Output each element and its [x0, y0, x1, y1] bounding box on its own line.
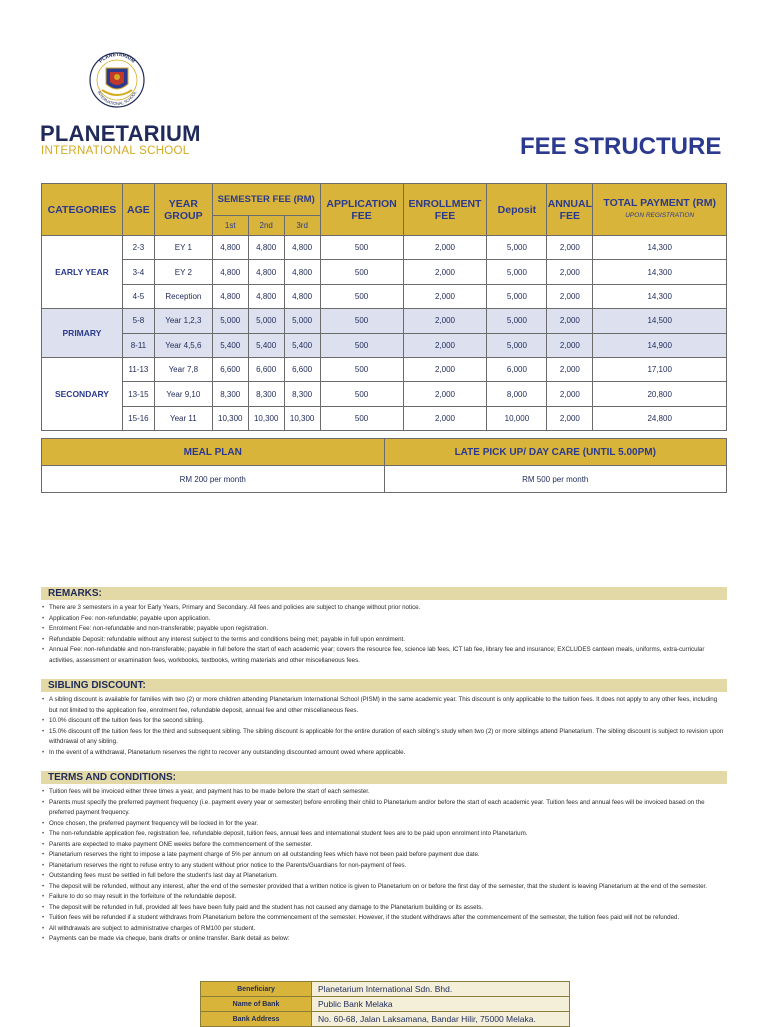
remarks-list	[41, 603, 727, 666]
cell-deposit: 5,000	[487, 333, 547, 357]
meal-daycare-table	[41, 438, 727, 493]
fee-row	[42, 260, 727, 284]
cell-deposit: 5,000	[487, 236, 547, 260]
cell-app: 500	[320, 406, 403, 430]
cell-deposit: 5,000	[487, 260, 547, 284]
cell-annual: 2,000	[547, 357, 593, 381]
cell-s3: 6,600	[284, 357, 320, 381]
cell-group: EY 2	[154, 260, 212, 284]
list-item: • The non-refundable application fee, registration fee, refundable deposit, tuition fees, annual fees and international student fees are to be paid upon enrolment into Planetarium.	[49, 829, 727, 840]
cell-annual: 2,000	[547, 284, 593, 308]
cell-s1: 6,600	[212, 357, 248, 381]
bank-name-label: Name of Bank	[201, 997, 312, 1012]
bank-name-value: Public Bank Melaka	[312, 997, 570, 1012]
cell-enrol: 2,000	[403, 309, 487, 333]
cell-age: 8-11	[122, 333, 154, 357]
fee-row	[42, 309, 727, 333]
meal-plan-header: MEAL PLAN	[42, 439, 385, 466]
header-annual-fee: ANNUAL FEE	[547, 184, 593, 236]
remarks-title: REMARKS:	[41, 587, 727, 600]
cell-enrol: 2,000	[403, 333, 487, 357]
list-item: • There are 3 semesters in a year for Early Years, Primary and Secondary. All fees and policies are subject to change without prior notice.	[49, 603, 727, 614]
cell-s3: 8,300	[284, 382, 320, 406]
cell-app: 500	[320, 260, 403, 284]
cell-total: 14,300	[593, 236, 727, 260]
cell-total: 14,500	[593, 309, 727, 333]
list-item: • Payments can be made via cheque, bank drafts or online transfer. Bank detail as below:	[49, 934, 727, 945]
header-application-fee: APPLICATION FEE	[320, 184, 403, 236]
cell-s2: 4,800	[248, 284, 284, 308]
list-item: • All withdrawals are subject to administrative charges of RM100 per student.	[49, 924, 727, 935]
day-care-price: RM 500 per month	[384, 466, 727, 493]
cell-s1: 5,400	[212, 333, 248, 357]
header-enrollment-fee: ENROLLMENT FEE	[403, 184, 487, 236]
list-item: • 10.0% discount off the tuition fees for the second sibling.	[49, 716, 727, 727]
list-item: • Enrolment Fee: non-refundable and non-transferable; payable upon registration.	[49, 624, 727, 635]
cell-annual: 2,000	[547, 260, 593, 284]
list-item: • Failure to do so may result in the forfeiture of the refundable deposit.	[49, 892, 727, 903]
terms-title: TERMS AND CONDITIONS:	[41, 771, 727, 784]
cell-group: Year 11	[154, 406, 212, 430]
list-item: • Outstanding fees must be settled in full before the student's last day at Planetarium.	[49, 871, 727, 882]
category-secondary: SECONDARY	[42, 357, 123, 430]
cell-deposit: 8,000	[487, 382, 547, 406]
cell-age: 5-8	[122, 309, 154, 333]
cell-s1: 5,000	[212, 309, 248, 333]
list-item: • Annual Fee: non-refundable and non-transferable; payable in full before the start of each academic year; covers the resource fee, science lab fees, ICT lab fee, library fee and insurance; EXCLUDES canteen meals, uniforms, extra-curricular activities, assessment or examination fees, workbooks, textbooks, writing materials and other miscellaneous fees.	[49, 645, 727, 666]
cell-s1: 8,300	[212, 382, 248, 406]
cell-enrol: 2,000	[403, 284, 487, 308]
cell-age: 11-13	[122, 357, 154, 381]
fee-row	[42, 406, 727, 430]
list-item: • Planetarium reserves the right to refuse entry to any student without prior notice to the Parents/Guardians for non-payment of fees.	[49, 861, 727, 872]
list-item: • Tuition fees will be invoiced either three times a year, and payment has to be made before the start of each semester.	[49, 787, 727, 798]
cell-s2: 5,400	[248, 333, 284, 357]
cell-app: 500	[320, 284, 403, 308]
list-item: • 15.0% discount off the tuition fees for the third and subsequent sibling. The sibling discount is applicable for the entire duration of each sibling's study when two (2) or more siblings attend Planetarium. The sibling discount is subject to revision upon withdrawal of any sibling.	[49, 727, 727, 748]
cell-enrol: 2,000	[403, 236, 487, 260]
header-sem-2nd: 2nd	[248, 216, 284, 236]
cell-total: 14,300	[593, 260, 727, 284]
cell-total: 24,800	[593, 406, 727, 430]
school-crest-logo	[88, 44, 146, 116]
fee-row	[42, 333, 727, 357]
cell-age: 15-16	[122, 406, 154, 430]
fee-row	[42, 382, 727, 406]
cell-s2: 4,800	[248, 260, 284, 284]
beneficiary-value: Planetarium International Sdn. Bhd.	[312, 982, 570, 997]
list-item: • A sibling discount is available for families with two (2) or more children attending Planetarium International School (PISM) in the same academic year. This discount is only applicable to the tuition fees. It does not apply to any other fees, including but not limited to the application fee, enrolment fee, refundable deposit, annual fee and other miscellaneous fees.	[49, 695, 727, 716]
cell-group: Year 9,10	[154, 382, 212, 406]
bank-address-label: Bank Address	[201, 1012, 312, 1027]
cell-app: 500	[320, 357, 403, 381]
list-item: • Once chosen, the preferred payment frequency will be locked in for the year.	[49, 819, 727, 830]
cell-group: Year 7,8	[154, 357, 212, 381]
cell-group: Year 1,2,3	[154, 309, 212, 333]
cell-s1: 4,800	[212, 236, 248, 260]
header-total-payment	[593, 184, 727, 236]
header-sem-1st: 1st	[212, 216, 248, 236]
list-item: • Planetarium reserves the right to impose a late payment charge of 5% per annum on all outstanding fees which have not been paid before payment due date.	[49, 850, 727, 861]
list-item: • The deposit will be refunded, without any interest, after the end of the semester provided that a written notice is given to Planetarium on or before the first day of the semester, that the student is leaving Planetarium at the end of the semester.	[49, 882, 727, 893]
list-item: • The deposit will be refunded in full, provided all fees have been fully paid and the student has not caused any damage to the Planetarium building or its assets.	[49, 903, 727, 914]
beneficiary-label: Beneficiary	[201, 982, 312, 997]
list-item: • Application Fee: non-refundable; payable upon application.	[49, 614, 727, 625]
cell-enrol: 2,000	[403, 406, 487, 430]
day-care-header: LATE PICK UP/ DAY CARE (UNTIL 5.00PM)	[384, 439, 727, 466]
cell-group: EY 1	[154, 236, 212, 260]
cell-s1: 10,300	[212, 406, 248, 430]
cell-app: 500	[320, 333, 403, 357]
header-age: AGE	[122, 184, 154, 236]
cell-enrol: 2,000	[403, 357, 487, 381]
list-item: • Refundable Deposit: refundable without any interest subject to the terms and conditions being met; payable in full upon enrolment.	[49, 635, 727, 646]
cell-s3: 4,800	[284, 284, 320, 308]
list-item: • In the event of a withdrawal, Planetarium reserves the right to recover any outstanding discounted amount owed where applicable.	[49, 748, 727, 759]
fee-row	[42, 236, 727, 260]
list-item: • Tuition fees will be refunded if a student withdraws from Planetarium before the commencement of the semester. However, if the student withdraws after the commencement of the semester, the tuition fees paid will not be refunded.	[49, 913, 727, 924]
cell-s2: 6,600	[248, 357, 284, 381]
cell-total: 17,100	[593, 357, 727, 381]
cell-age: 4-5	[122, 284, 154, 308]
page-title: FEE STRUCTURE	[520, 133, 722, 160]
cell-deposit: 5,000	[487, 284, 547, 308]
meal-plan-price: RM 200 per month	[42, 466, 385, 493]
cell-annual: 2,000	[547, 309, 593, 333]
fee-row	[42, 284, 727, 308]
category-primary: PRIMARY	[42, 309, 123, 358]
header-categories: CATEGORIES	[42, 184, 123, 236]
cell-group: Year 4,5,6	[154, 333, 212, 357]
remarks-section	[41, 587, 727, 666]
cell-deposit: 10,000	[487, 406, 547, 430]
cell-deposit: 6,000	[487, 357, 547, 381]
brand-subtitle: INTERNATIONAL SCHOOL	[41, 145, 190, 157]
cell-age: 13-15	[122, 382, 154, 406]
fee-structure-table	[41, 183, 727, 431]
cell-total: 20,800	[593, 382, 727, 406]
brand-name: PLANETARIUM	[40, 121, 201, 146]
bank-address-value: No. 60-68, Jalan Laksamana, Bandar Hilir, 75000 Melaka.	[312, 1012, 570, 1027]
cell-age: 3-4	[122, 260, 154, 284]
cell-enrol: 2,000	[403, 382, 487, 406]
cell-app: 500	[320, 309, 403, 333]
terms-section	[41, 771, 727, 945]
cell-s3: 5,400	[284, 333, 320, 357]
cell-app: 500	[320, 382, 403, 406]
cell-annual: 2,000	[547, 382, 593, 406]
cell-s2: 5,000	[248, 309, 284, 333]
cell-s1: 4,800	[212, 260, 248, 284]
upon-registration-note: UPON REGISTRATION	[625, 212, 695, 219]
list-item: • Parents are expected to make payment ONE weeks before the commencement of the semester.	[49, 840, 727, 851]
total-payment-label: TOTAL PAYMENT (RM)	[603, 197, 716, 209]
cell-enrol: 2,000	[403, 260, 487, 284]
cell-s3: 4,800	[284, 260, 320, 284]
cell-deposit: 5,000	[487, 309, 547, 333]
header-semester-fee: SEMESTER FEE (RM)	[212, 184, 320, 216]
cell-s3: 10,300	[284, 406, 320, 430]
sibling-discount-section	[41, 679, 727, 758]
fee-row	[42, 357, 727, 381]
svg-text:INTERNATIONAL SCHOOL: INTERNATIONAL SCHOOL	[96, 90, 138, 107]
header-sem-3rd: 3rd	[284, 216, 320, 236]
list-item: • Parents must specify the preferred payment frequency (i.e. payment every year or semester) before enrolling their child to Planetarium and/or before the start of each academic year. Tuition fees and annual fees will be invoiced based on the preferred payment frequency.	[49, 798, 727, 819]
cell-s2: 10,300	[248, 406, 284, 430]
cell-annual: 2,000	[547, 406, 593, 430]
cell-annual: 2,000	[547, 333, 593, 357]
cell-s3: 5,000	[284, 309, 320, 333]
cell-annual: 2,000	[547, 236, 593, 260]
cell-s2: 8,300	[248, 382, 284, 406]
svg-text:PLANETARIUM: PLANETARIUM	[98, 51, 136, 65]
cell-s2: 4,800	[248, 236, 284, 260]
header-year-group: YEAR GROUP	[154, 184, 212, 236]
cell-s3: 4,800	[284, 236, 320, 260]
cell-total: 14,900	[593, 333, 727, 357]
header-deposit: Deposit	[487, 184, 547, 236]
cell-age: 2-3	[122, 236, 154, 260]
category-early-year: EARLY YEAR	[42, 236, 123, 309]
cell-group: Reception	[154, 284, 212, 308]
bank-details-table	[200, 981, 570, 1027]
cell-total: 14,300	[593, 284, 727, 308]
sibling-discount-list	[41, 695, 727, 758]
cell-app: 500	[320, 236, 403, 260]
sibling-discount-title: SIBLING DISCOUNT:	[41, 679, 727, 692]
terms-list	[41, 787, 727, 945]
cell-s1: 4,800	[212, 284, 248, 308]
